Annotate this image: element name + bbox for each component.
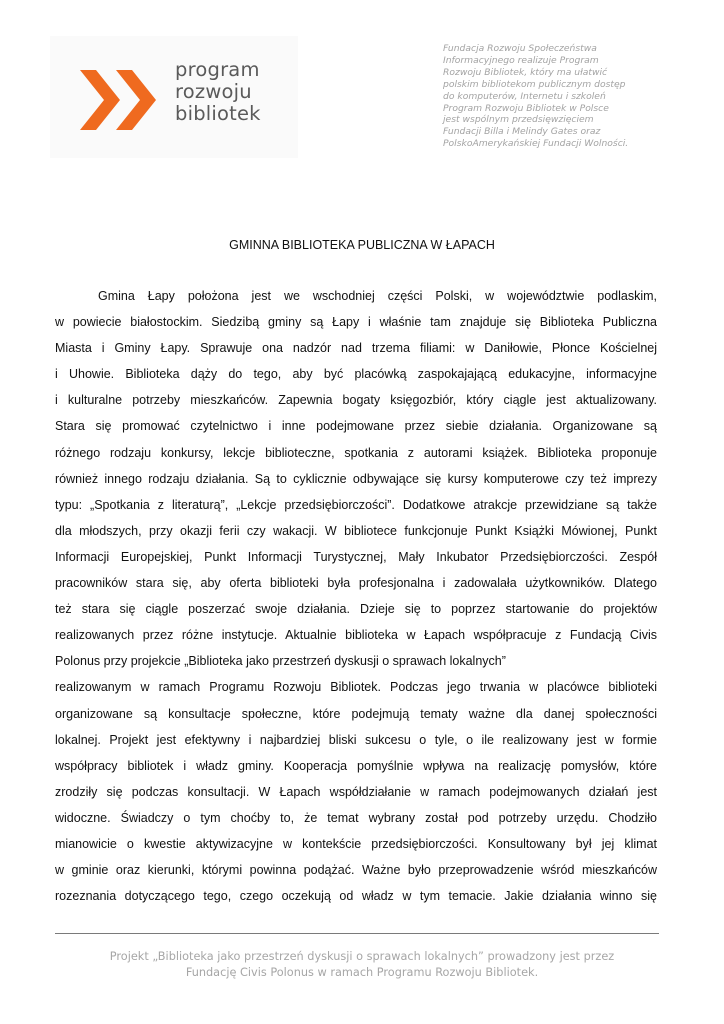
logo-line: program (175, 58, 260, 81)
body-line: współpracy bibliotek i władz gminy. Kooperacja pomyślnie wpływa na realizację pomysłów, które (55, 758, 657, 773)
body-line: Informacji Europejskiej, Punkt Informacji Turystycznej, Mały Inkubator Przedsiębiorczości. Zespół (55, 549, 657, 564)
body-line: realizowanym w ramach Programu Rozwoju Bibliotek. Podczas jego trwania w placówce biblioteki (55, 680, 657, 695)
body-line: realizowanych przez różne instytucje. Aktualnie biblioteka w Łapach współpracuje z Fundacją Civis (55, 628, 657, 643)
body-line: Miasta i Gminy Łapy. Sprawuje ona nadzór nad trzema filiami: w Daniłowie, Płonce Kościelnej (55, 341, 657, 356)
body-line: widoczne. Świadczy o tym choćby to, że temat wybrany został pod potrzeby urzędu. Chodziło (55, 810, 657, 825)
logo-line: bibliotek (175, 102, 261, 125)
logo-line: rozwoju (175, 80, 252, 103)
body-line: zrodziły się podczas konsultacji. W Łapach współdziałanie w ramach podejmowanych działań jest (55, 784, 657, 799)
header-note-line: polskim bibliotekom publicznym dostęp (443, 78, 626, 90)
document-title: GMINNA BIBLIOTEKA PUBLICZNA W ŁAPACH (229, 238, 495, 252)
program-logo (50, 36, 298, 158)
page-footer (0, 949, 724, 980)
footer-line: Fundację Civis Polonus w ramach Programu Rozwoju Bibliotek. (185, 965, 539, 979)
header-note (443, 43, 683, 150)
header-note-line: Program Rozwoju Bibliotek w Polsce (443, 102, 609, 114)
header-note-line: Fundacja Rozwoju Społeczeństwa (443, 43, 597, 54)
body-line: i Uhowie. Biblioteka dąży do tego, aby być placówką zaspokajającą edukacyjne, informacyjne (55, 367, 657, 382)
body-line: Stara się promować czytelnictwo i inne podejmowane przez siebie działania. Organizowane są (55, 419, 657, 434)
chevron-left-shape (80, 70, 120, 130)
body-line: i kulturalne potrzeby mieszkańców. Zapewnia bogaty księgozbiór, który ciągle jest aktualizowany. (55, 393, 657, 408)
body-line: pracowników stara się, aby oferta biblioteki była profesjonalna i zadowalała użytkowników. Dlatego (55, 576, 657, 591)
footer-divider (55, 933, 659, 934)
header-note-line: PolskoAmerykańskiej Fundacji Wolności. (443, 138, 629, 150)
double-chevron-right-icon (80, 70, 158, 130)
body-line: Gmina Łapy położona jest we wschodniej części Polski, w województwie podlaskim, (98, 289, 657, 303)
body-line: lokalnej. Projekt jest efektywny i najbardziej bliski sukcesu o tyle, o ile realizowany jest w formie (55, 732, 657, 747)
logo-wordmark (175, 59, 261, 125)
body-line: różnego rodzaju konkursy, lekcje biblioteczne, spotkania z autorami książek. Biblioteka proponuje (55, 445, 657, 460)
document-body (55, 283, 657, 909)
body-line: organizowane są konsultacje społeczne, które podejmują tematy ważne dla danej społeczności (55, 706, 657, 721)
body-line: typu: „Spotkania z literaturą”, „Lekcje przedsiębiorczości”. Dodatkowe atrakcje przewidziane są także (55, 497, 657, 512)
body-line: rozeznania dotyczącego tego, czego oczekują od władz w tym temacie. Jakie działania winno się (55, 889, 657, 904)
header-note-line: jest wspólnym przedsięwzięciem (443, 114, 594, 126)
footer-line: Projekt „Biblioteka jako przestrzeń dyskusji o sprawach lokalnych” prowadzony jest przez (109, 950, 615, 963)
header-note-line: do komputerów, Internetu i szkoleń (443, 90, 606, 102)
body-line: Polonus przy projekcie „Biblioteka jako przestrzeń dyskusji o sprawach lokalnych” (55, 654, 506, 669)
chevron-right-shape (116, 70, 156, 130)
body-line: dla młodszych, przy okazji ferii czy wakacji. W bibliotece funkcjonuje Punkt Książki Mówionej, Punkt (55, 523, 657, 538)
body-line: w gminie oraz kierunki, którymi powinna podążać. Ważne było przeprowadzenie wśród mieszkańców (55, 863, 657, 878)
body-line: w powiecie białostockim. Siedzibą gminy są Łapy i właśnie tam znajduje się Biblioteka Publiczna (55, 315, 657, 330)
header-note-line: Informacyjnego realizuje Program (443, 54, 599, 66)
body-line: również innego rodzaju działania. Są to cyklicznie odbywające się kursy komputerowe czy też imprezy (55, 471, 657, 486)
header-note-line: Rozwoju Bibliotek, który ma ułatwić (443, 66, 608, 78)
body-line: też stara się ciągle poszerzać swoje działania. Dzieje się to poprzez startowanie do projektów (55, 602, 657, 617)
body-line: mianowicie o kwestie aktywizacyjne w kontekście przedsiębiorczości. Konsultowany był jej klimat (55, 836, 657, 851)
header-note-line: Fundacji Billa i Melindy Gates oraz (443, 126, 601, 138)
